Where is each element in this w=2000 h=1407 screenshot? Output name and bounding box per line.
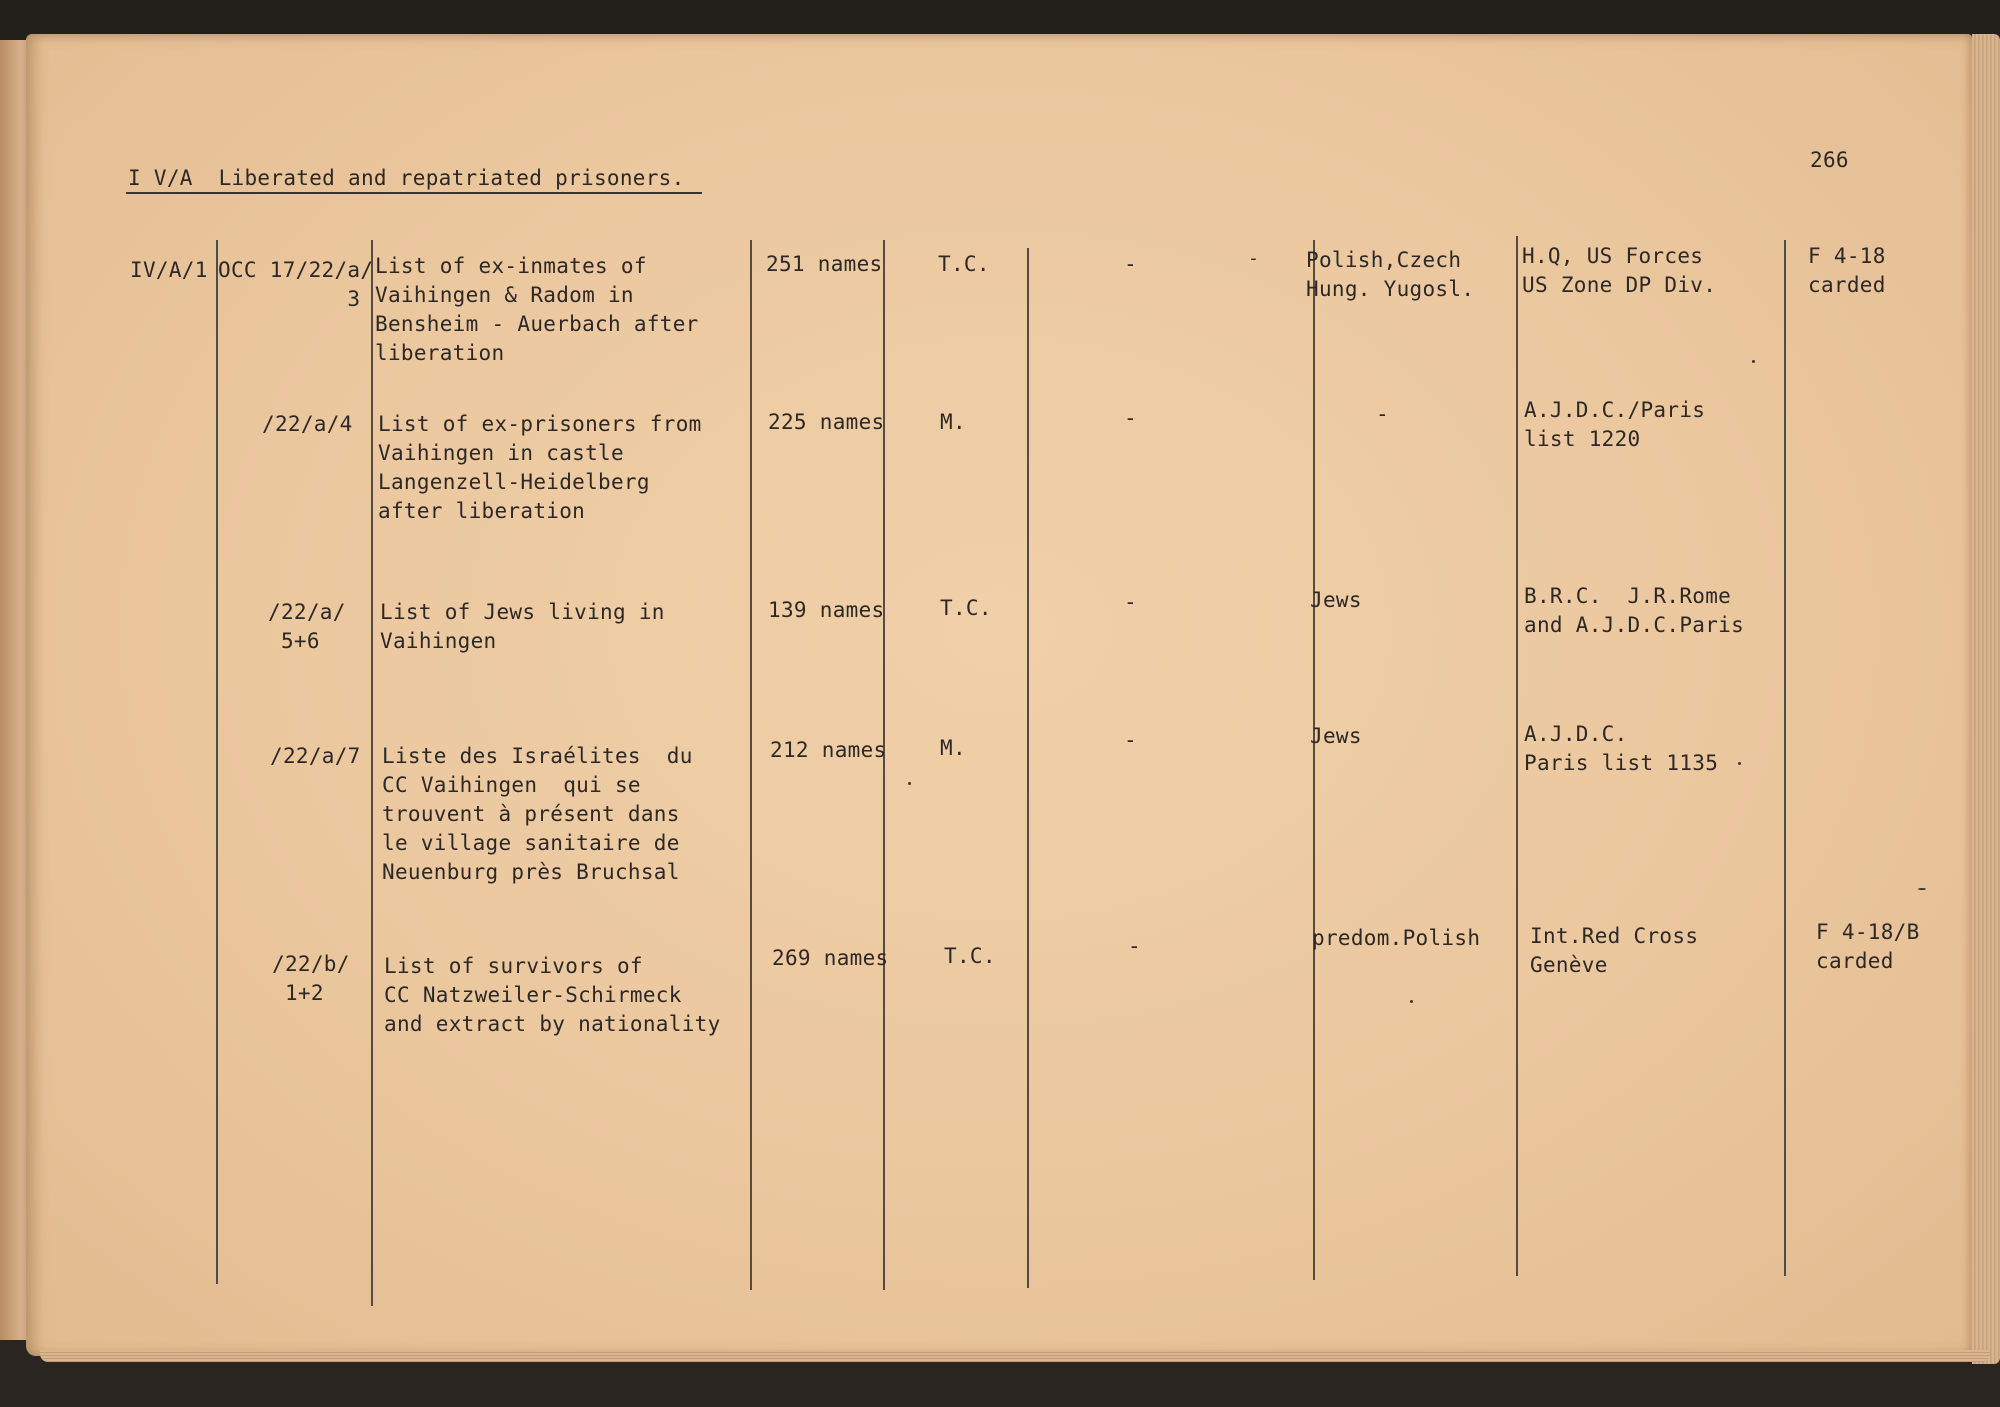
- row1-description: List of ex-inmates of Vaihingen & Radom in Bensheim - Auerbach after liberation: [375, 254, 699, 365]
- column-rule: [1516, 236, 1518, 1276]
- row5-nationality: predom.Polish: [1312, 926, 1481, 950]
- row3-file: /22/a/ 5+6: [268, 600, 346, 653]
- ink-speck: [1738, 762, 1741, 765]
- row4-source: A.J.D.C. Paris list 1135: [1524, 722, 1719, 775]
- row5-file: /22/b/ 1+2: [272, 952, 350, 1005]
- row2-nationality: -: [1376, 402, 1389, 426]
- row5-notes: F 4-18/B carded: [1816, 920, 1920, 973]
- row1-col5: -: [1124, 252, 1137, 276]
- section-title: I V/A Liberated and repatriated prisoners.: [128, 166, 685, 190]
- row2-count: 225 names: [768, 410, 885, 434]
- column-rule: [1313, 240, 1315, 1280]
- row3-count: 139 names: [768, 598, 885, 622]
- row1-source: H.Q, US Forces US Zone DP Div.: [1522, 244, 1717, 297]
- ledger-page: [26, 34, 1972, 1356]
- row2-description: List of ex-prisoners from Vaihingen in castle Langenzell-Heidelberg after liberation: [378, 412, 702, 523]
- row2-file: /22/a/4: [262, 412, 353, 436]
- row4-nationality: Jews: [1310, 724, 1362, 748]
- row1-extra-dash: -: [1248, 248, 1260, 269]
- row4-count: 212 names: [770, 738, 887, 762]
- column-rule: [883, 240, 885, 1290]
- row4-file: /22/a/7: [270, 744, 361, 768]
- row3-type: T.C.: [940, 596, 992, 620]
- column-rule: [371, 240, 373, 1306]
- row3-source: B.R.C. J.R.Rome and A.J.D.C.Paris: [1524, 584, 1745, 637]
- ink-speck: [1918, 888, 1926, 890]
- row5-count: 269 names: [772, 946, 889, 970]
- row5-source: Int.Red Cross Genève: [1530, 924, 1699, 977]
- row4-type: M.: [940, 736, 966, 760]
- page-bottom-edge: [40, 1350, 1990, 1362]
- row1-type: T.C.: [938, 252, 990, 276]
- row4-description: Liste des Israélites du CC Vaihingen qui se trouvent à présent dans le village sanitaire de Neuenburg près Bruchsal: [382, 744, 693, 884]
- column-rule: [1784, 240, 1786, 1276]
- column-rule: [1027, 248, 1029, 1288]
- row1-count: 251 names: [766, 252, 883, 276]
- ink-speck: [908, 782, 911, 785]
- column-rule: [216, 240, 218, 1284]
- title-underline: [126, 192, 702, 194]
- ink-speck: [1410, 1000, 1413, 1003]
- row1-ref: IV/A/1: [130, 258, 208, 282]
- row1-file: OCC 17/22/a/ 3: [218, 258, 374, 311]
- row2-col5: -: [1124, 406, 1137, 430]
- page-number: 266: [1810, 148, 1849, 172]
- row3-description: List of Jews living in Vaihingen: [380, 600, 665, 653]
- column-rule: [750, 240, 752, 1290]
- row4-col5: -: [1124, 728, 1137, 752]
- row1-notes: F 4-18 carded: [1808, 244, 1886, 297]
- row5-description: List of survivors of CC Natzweiler-Schirmeck and extract by nationality: [384, 954, 721, 1036]
- row2-source: A.J.D.C./Paris list 1220: [1524, 398, 1706, 451]
- row5-col5: -: [1128, 934, 1141, 958]
- row3-col5: -: [1124, 590, 1137, 614]
- row5-type: T.C.: [944, 944, 996, 968]
- row3-nationality: Jews: [1310, 588, 1362, 612]
- row1-nationality: Polish,Czech Hung. Yugosl.: [1306, 248, 1475, 301]
- ink-speck: [1752, 360, 1755, 363]
- row2-type: M.: [940, 410, 966, 434]
- page-stack-edge: [1972, 34, 2000, 1364]
